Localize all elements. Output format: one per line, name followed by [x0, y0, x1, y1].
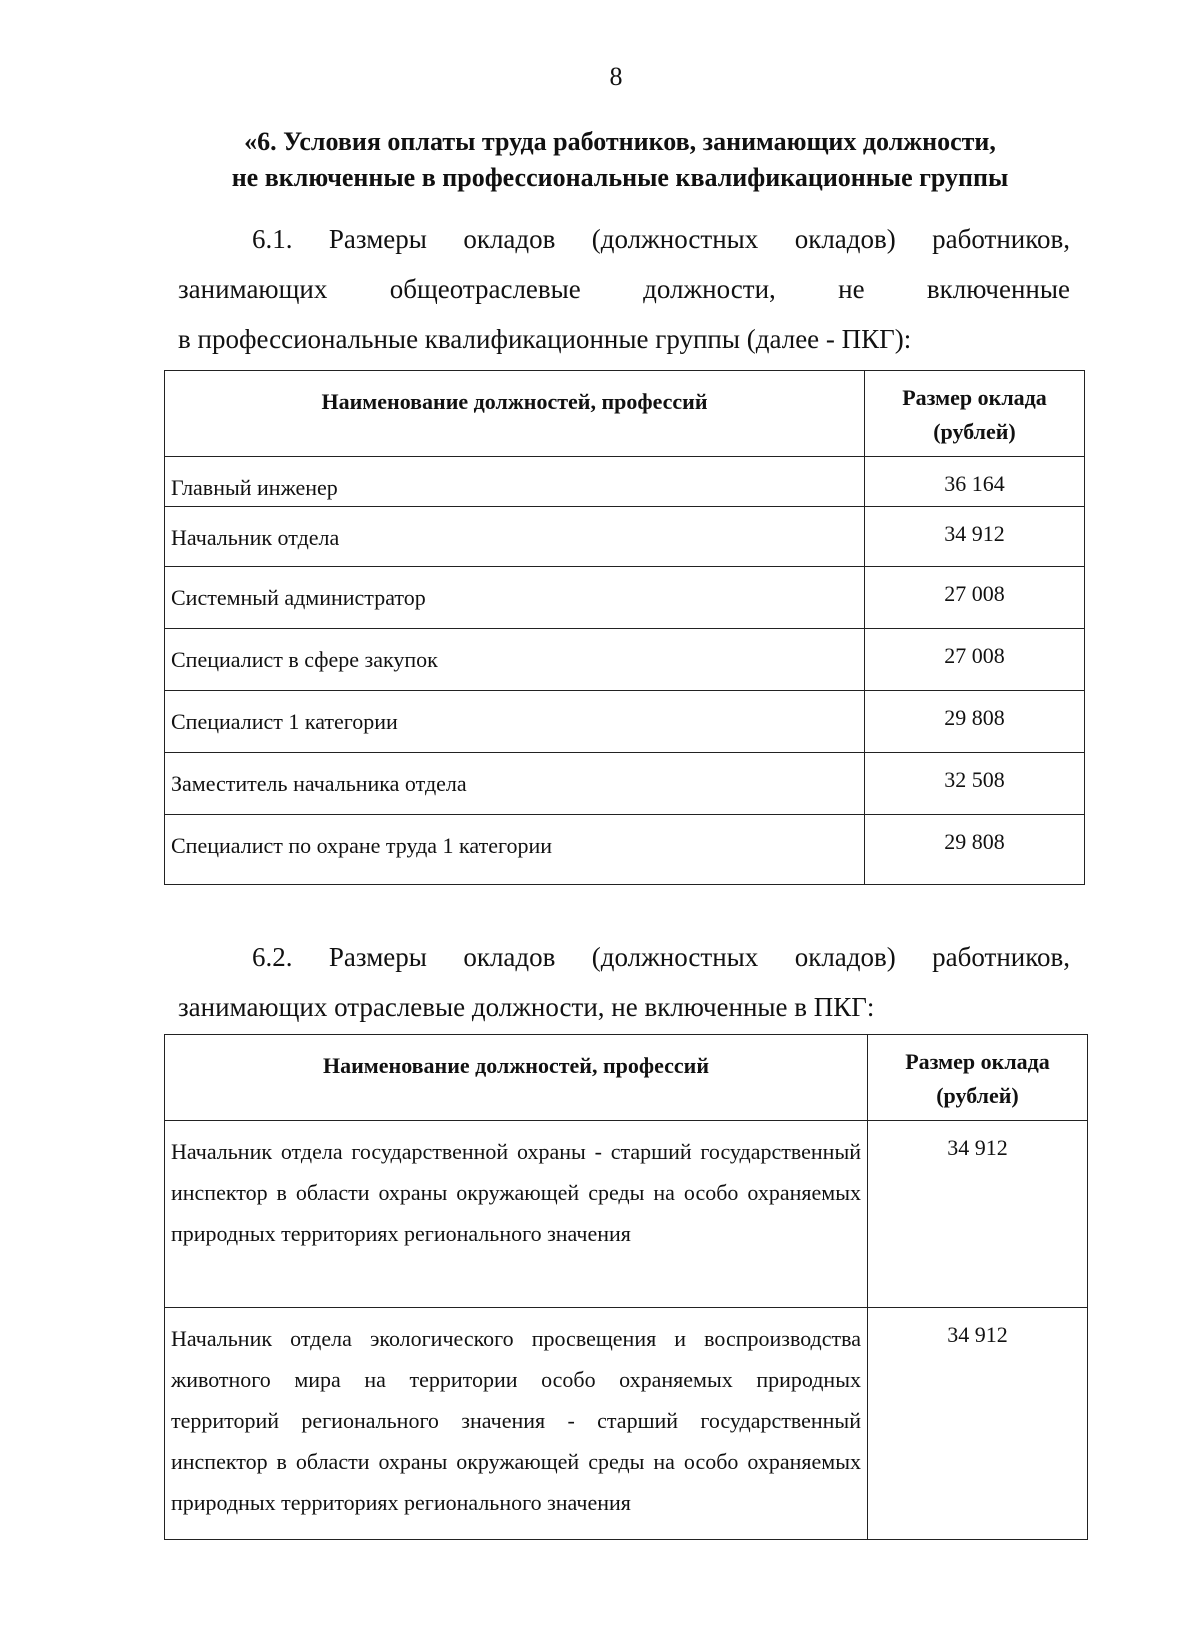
position-name: Начальник отдела — [165, 507, 865, 567]
paragraph-6-1-line1: 6.1. Размеры окладов (должностных окладов) работников, — [252, 224, 1070, 254]
paragraph-6-1-line2: занимающих общеотраслевые должности, не включенные — [178, 274, 1070, 304]
salary-value: 32 508 — [865, 753, 1085, 815]
salary-value: 27 008 — [865, 567, 1085, 629]
table-row — [165, 1308, 1088, 1540]
table-row — [165, 691, 1085, 753]
section-title-line1: «6. Условия оплаты труда работников, занимающих должности, — [244, 127, 996, 156]
position-name: Заместитель начальника отдела — [165, 753, 865, 815]
salary-value: 34 912 — [865, 507, 1085, 567]
column-header-salary: Размер оклада (рублей) — [868, 1035, 1088, 1121]
table-row — [165, 1121, 1088, 1308]
salary-value: 34 912 — [868, 1308, 1088, 1540]
salary-table-sectoral — [164, 1034, 1088, 1540]
position-name: Начальник отдела экологического просвещения и воспроизводства животного мира на территории особо охраняемых природных территорий регионального значения - старший государственный инспектор в области охраны окружающей среды на особо охраняемых природных территориях регионального значения — [165, 1308, 868, 1540]
column-header-position: Наименование должностей, профессий — [165, 1035, 868, 1121]
salary-value: 27 008 — [865, 629, 1085, 691]
salary-table-general — [164, 370, 1085, 885]
salary-value: 29 808 — [865, 691, 1085, 753]
table-row — [165, 507, 1085, 567]
page-number: 8 — [609, 62, 623, 91]
position-name: Специалист по охране труда 1 категории — [165, 815, 865, 885]
paragraph-6-2-line1: 6.2. Размеры окладов (должностных окладов) работников, — [252, 942, 1070, 972]
paragraph-6-2-line2: занимающих отраслевые должности, не включенные в ПКГ: — [178, 992, 875, 1022]
table-row — [165, 815, 1085, 885]
column-header-salary: Размер оклада (рублей) — [865, 371, 1085, 457]
table-row — [165, 567, 1085, 629]
table-row — [165, 629, 1085, 691]
salary-value: 29 808 — [865, 815, 1085, 885]
salary-value: 36 164 — [865, 457, 1085, 507]
section-title — [140, 124, 1100, 196]
table-header-row — [165, 371, 1085, 457]
paragraph-6-2 — [178, 932, 1070, 1032]
column-header-position: Наименование должностей, профессий — [165, 371, 865, 457]
table-row — [165, 457, 1085, 507]
salary-value: 34 912 — [868, 1121, 1088, 1308]
paragraph-6-1 — [178, 214, 1070, 364]
paragraph-6-1-line3: в профессиональные квалификационные группы (далее - ПКГ): — [178, 324, 912, 354]
position-name: Начальник отдела государственной охраны - старший государственный инспектор в области охраны окружающей среды на особо охраняемых природных территориях регионального значения — [165, 1121, 868, 1308]
table-header-row — [165, 1035, 1088, 1121]
position-name: Системный администратор — [165, 567, 865, 629]
position-name: Специалист 1 категории — [165, 691, 865, 753]
section-title-line2: не включенные в профессиональные квалификационные группы — [231, 163, 1009, 192]
table-row — [165, 753, 1085, 815]
position-name: Главный инженер — [165, 457, 865, 507]
position-name: Специалист в сфере закупок — [165, 629, 865, 691]
